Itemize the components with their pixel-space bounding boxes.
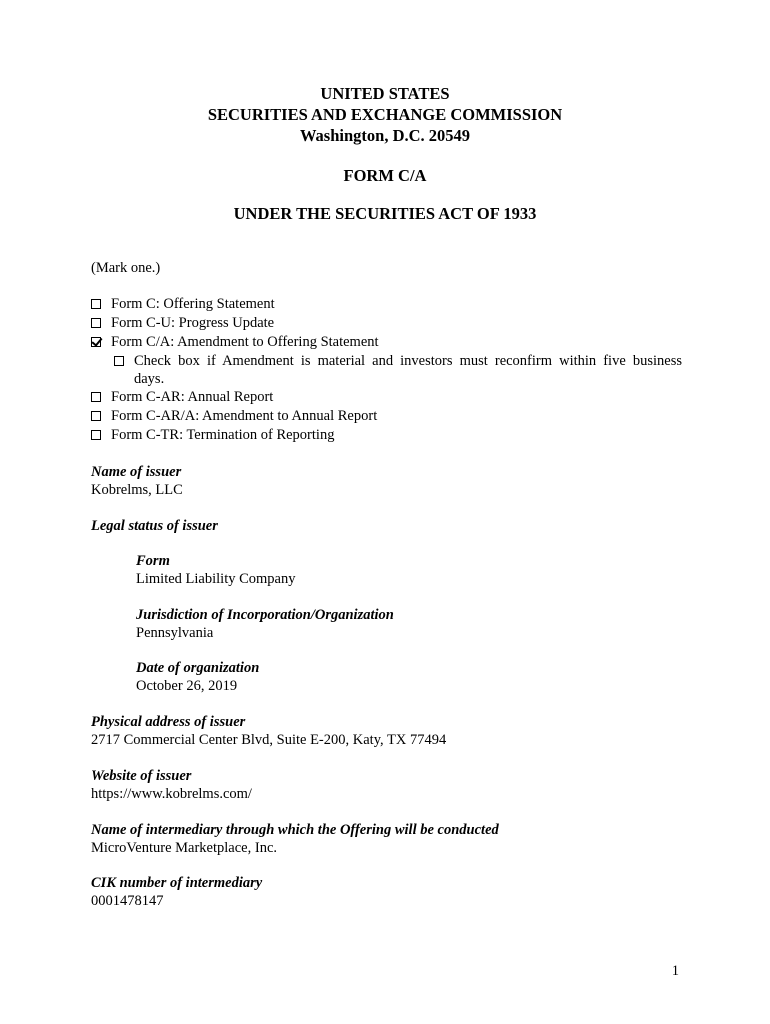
checkbox-form-c-tr[interactable] <box>91 430 101 440</box>
field-intermediary <box>91 821 499 857</box>
checklist-item-material-amendment <box>91 352 691 388</box>
mark-one-instruction: (Mark one.) <box>91 260 161 276</box>
field-physical-address <box>91 713 446 749</box>
field-value: 0001478147 <box>91 893 164 909</box>
checkbox-form-c-ar[interactable] <box>91 392 101 402</box>
header-location: Washington, D.C. 20549 <box>299 126 471 145</box>
field-legal-status <box>91 517 218 535</box>
field-value: Limited Liability Company <box>136 571 296 587</box>
field-label: Name of intermediary through which the Offering will be conducted <box>91 822 499 838</box>
field-label: Date of organization <box>136 660 260 676</box>
checklist-label: Form C-AR/A: Amendment to Annual Report <box>111 408 378 424</box>
checklist-label: Form C-U: Progress Update <box>111 315 275 331</box>
checkbox-material-amendment[interactable] <box>114 356 124 366</box>
field-label: Jurisdiction of Incorporation/Organization <box>136 607 394 623</box>
field-value: MicroVenture Marketplace, Inc. <box>91 840 278 856</box>
field-label: Physical address of issuer <box>91 714 246 730</box>
field-label: Form <box>136 553 170 569</box>
checkbox-form-c-u[interactable] <box>91 318 101 328</box>
checklist-item-form-c-ar-a <box>91 407 691 426</box>
field-label: Name of issuer <box>91 464 182 480</box>
field-label: CIK number of intermediary <box>91 875 263 891</box>
field-value: October 26, 2019 <box>136 678 238 694</box>
field-value: Kobrelms, LLC <box>91 482 183 498</box>
checklist-item-form-c-u <box>91 314 691 333</box>
website-link[interactable]: https://www.kobrelms.com/ <box>91 786 252 802</box>
header-commission: SECURITIES AND EXCHANGE COMMISSION <box>207 105 563 124</box>
field-issuer-name <box>91 463 183 499</box>
field-jurisdiction <box>136 606 394 642</box>
checklist-label: Form C-AR: Annual Report <box>111 389 274 405</box>
checkbox-form-c-ar-a[interactable] <box>91 411 101 421</box>
field-value: 2717 Commercial Center Blvd, Suite E-200, Katy, TX 77494 <box>91 732 447 748</box>
act-title: UNDER THE SECURITIES ACT OF 1933 <box>233 204 537 223</box>
checklist-label: Check box if Amendment is material and investors must reconfirm within five business days. <box>134 353 682 387</box>
checklist-item-form-c-ar <box>91 388 691 407</box>
checklist-item-form-c-a <box>91 333 691 352</box>
checklist-label: Form C: Offering Statement <box>111 296 275 312</box>
field-value: Pennsylvania <box>136 625 214 641</box>
page-number: 1 <box>671 963 679 979</box>
field-form <box>136 552 295 588</box>
field-label: Legal status of issuer <box>91 518 218 534</box>
checklist-label: Form C/A: Amendment to Offering Statement <box>111 334 379 350</box>
field-cik <box>91 874 262 910</box>
checkbox-form-c[interactable] <box>91 299 101 309</box>
field-date-of-organization <box>136 659 259 695</box>
checklist-label: Form C-TR: Termination of Reporting <box>111 427 335 443</box>
checkbox-form-c-a-checked[interactable] <box>91 337 101 347</box>
field-label: Website of issuer <box>91 768 192 784</box>
checklist-item-form-c-tr <box>91 426 691 445</box>
checklist-item-form-c <box>91 295 691 314</box>
header-country: UNITED STATES <box>320 84 450 103</box>
field-website <box>91 767 252 803</box>
form-type-checklist <box>91 295 691 445</box>
form-title: FORM C/A <box>343 166 427 185</box>
